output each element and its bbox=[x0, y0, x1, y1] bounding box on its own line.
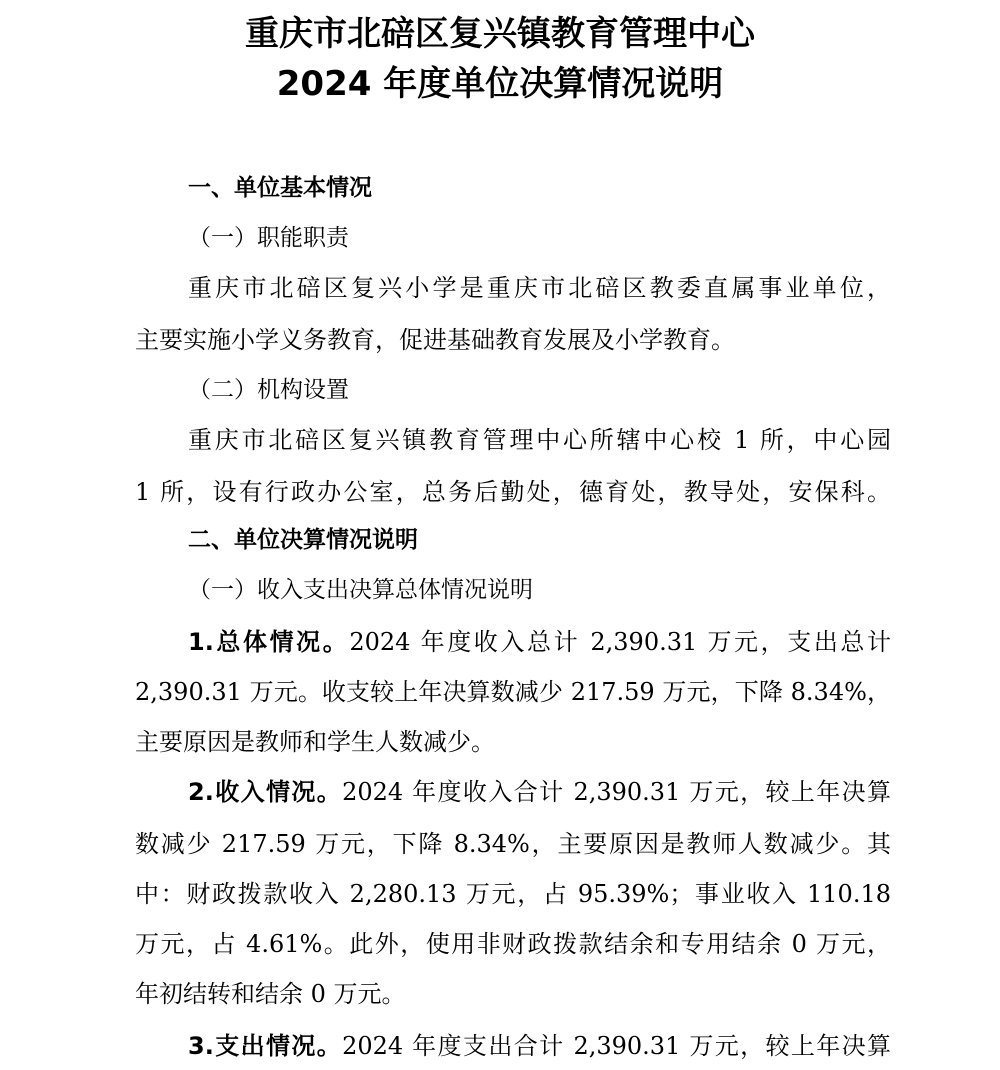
section2-heading: 二、单位决算情况说明 bbox=[188, 527, 418, 553]
paragraph-line: 主要实施小学义务教育，促进基础教育发展及小学教育。 bbox=[135, 326, 735, 354]
paragraph-line: 2,390.31 万元。收支较上年决算数减少 217.59 万元，下降 8.34%， bbox=[135, 678, 891, 706]
paragraph-line: 重庆市北碚区复兴镇教育管理中心所辖中心校 1 所，中心园 bbox=[188, 426, 891, 454]
section1-sub1-heading: （一）职能职责 bbox=[188, 225, 349, 251]
expense-lead: 3.支出情况。 bbox=[188, 1032, 343, 1060]
paragraph-line: 年初结转和结余 0 万元。 bbox=[135, 980, 406, 1008]
doc-title-line2: 2024 年度单位决算情况说明 bbox=[276, 64, 724, 104]
paragraph-line: 重庆市北碚区复兴小学是重庆市北碚区教委直属事业单位， bbox=[188, 274, 891, 302]
section2-sub1-heading: （一）收入支出决算总体情况说明 bbox=[188, 577, 533, 603]
income-lead: 2.收入情况。 bbox=[188, 778, 343, 806]
paragraph-line: 数减少 217.59 万元，下降 8.34%，主要原因是教师人数减少。其 bbox=[135, 830, 891, 858]
paragraph-line bbox=[188, 1028, 891, 1064]
overall-lead: 1.总体情况。 bbox=[188, 628, 350, 656]
section1-sub2-heading: （二）机构设置 bbox=[188, 377, 349, 403]
income-first-line: 2024 年度收入合计 2,390.31 万元，较上年决算 bbox=[342, 778, 891, 806]
overall-first-line: 2024 年度收入总计 2,390.31 万元，支出总计 bbox=[349, 628, 891, 656]
paragraph-line bbox=[188, 624, 891, 660]
doc-title-line1: 重庆市北碚区复兴镇教育管理中心 bbox=[245, 14, 755, 54]
paragraph-line: 主要原因是教师和学生人数减少。 bbox=[135, 728, 495, 756]
paragraph-line: 万元，占 4.61%。此外，使用非财政拨款结余和专用结余 0 万元， bbox=[135, 930, 891, 958]
paragraph-line: 1 所，设有行政办公室，总务后勤处，德育处，教导处，安保科。 bbox=[135, 478, 891, 506]
section1-heading: 一、单位基本情况 bbox=[188, 175, 372, 201]
paragraph-line: 中：财政拨款收入 2,280.13 万元，占 95.39%；事业收入 110.18 bbox=[135, 880, 891, 908]
paragraph-line bbox=[188, 774, 891, 810]
expense-first-line: 2024 年度支出合计 2,390.31 万元，较上年决算 bbox=[342, 1032, 891, 1060]
